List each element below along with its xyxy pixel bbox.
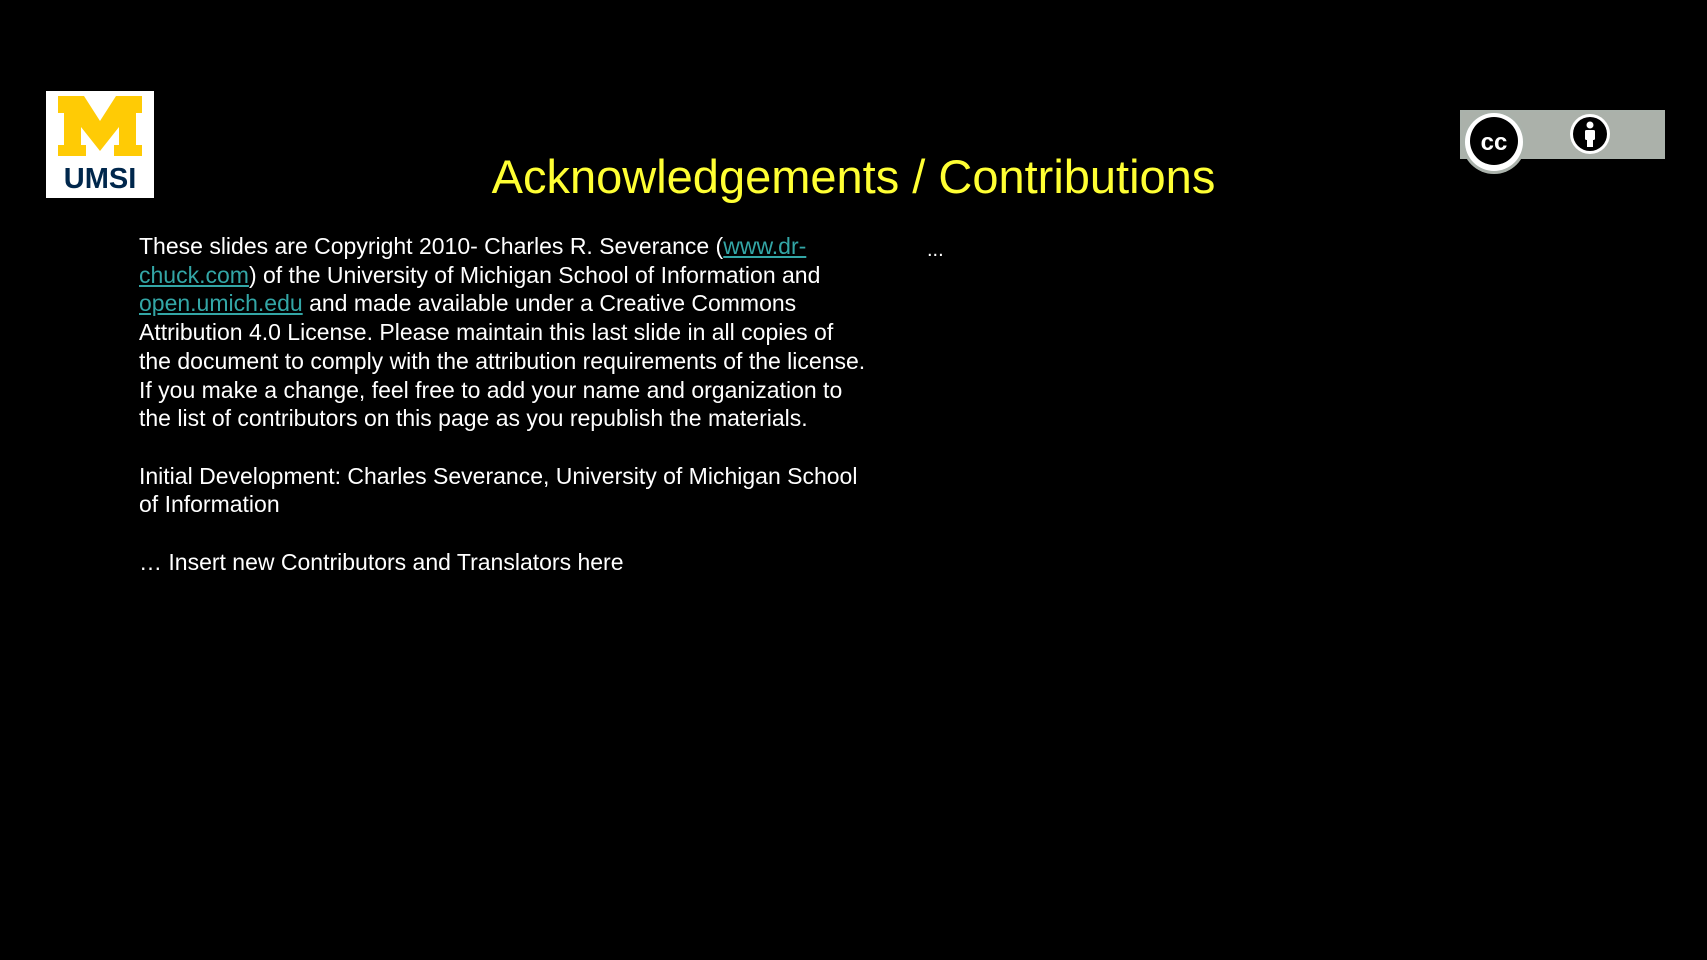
- copyright-text-middle: ) of the University of Michigan School of Information and: [248, 261, 821, 288]
- initial-development-paragraph: Initial Development: Charles Severance, University of Michigan School of Information: [139, 462, 858, 518]
- right-column-placeholder: ...: [927, 239, 944, 261]
- copyright-text-start: These slides are Copyright 2010- Charles R. Severance (: [139, 233, 724, 259]
- copyright-paragraph: [139, 232, 869, 433]
- cc-icon-text: cc: [1480, 129, 1508, 156]
- logo-text: UMSI: [63, 163, 137, 195]
- open-umich-link[interactable]: open.umich.edu: [139, 290, 303, 317]
- acknowledgement-body: [139, 232, 869, 576]
- dr-chuck-link[interactable]: www.dr-chuck.com: [139, 233, 807, 288]
- copyright-text-end: and made available under a Creative Commons Attribution 4.0 License. Please maintain this last slide in all copies of the document to comply with the attribution requirements of the license. If you make a change, feel free to add your name and organization to the list of contributors on this page as you republish the materials.: [139, 290, 866, 432]
- slide-title-container: [0, 149, 1707, 205]
- contributors-placeholder-paragraph: … Insert new Contributors and Translators here: [139, 548, 624, 575]
- slide-title: Acknowledgements / Contributions: [491, 150, 1216, 203]
- by-label: BY: [1580, 160, 1600, 176]
